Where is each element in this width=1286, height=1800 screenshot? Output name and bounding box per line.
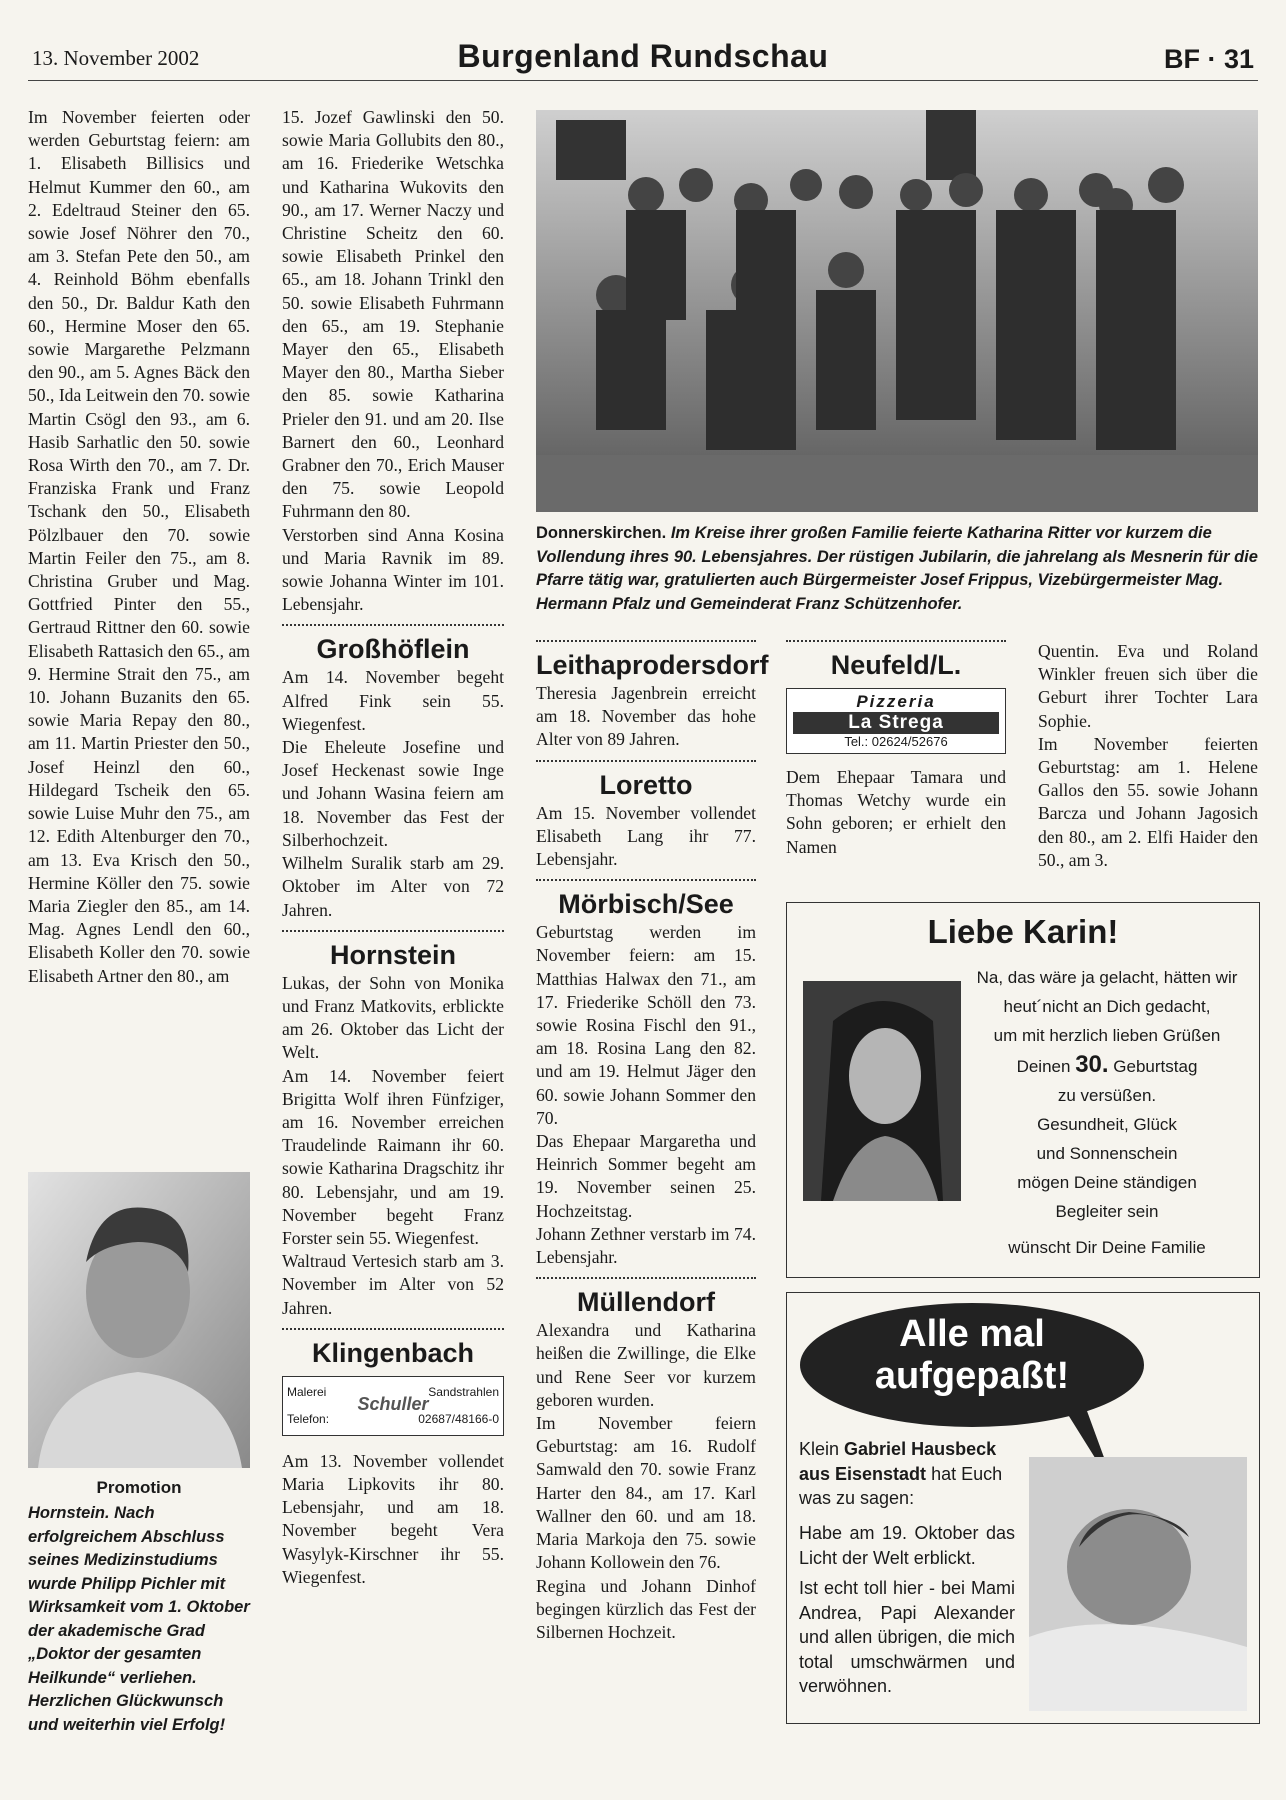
paragraph: Geburtstag werden im November feiern: am 15. Matthias Halwax den 71., am 17. Friederike Schöll den 73. sowie Rosina Fischl den 91., am 18. Rosina Lang den 82. und am 19. Helmut Jäger den 60. sowie Johann Sommer den 70. — [536, 922, 756, 1128]
pizzeria-advert — [786, 688, 1006, 754]
column-2 — [282, 106, 504, 1589]
ad-phone: 02687/48166-0 — [418, 1411, 499, 1426]
promotion-portrait-photo — [28, 1172, 250, 1468]
greeting-poem — [967, 963, 1247, 1226]
paragraph: Waltraud Vertesich starb am 3. November im Alter von 52 Jahren. — [282, 1251, 504, 1318]
caption-place: Donnerskirchen. — [536, 524, 667, 542]
baby-town: aus Eisenstadt — [799, 1463, 927, 1484]
section-divider — [282, 930, 504, 932]
baby-photo — [1029, 1457, 1247, 1711]
baby-line: was zu sagen: — [799, 1488, 915, 1508]
speech-bubble-text — [817, 1313, 1127, 1397]
heading-loretto: Loretto — [599, 769, 693, 800]
ad-brand: La Strega — [793, 712, 999, 734]
heading-neufeld: Neufeld/L. — [830, 650, 962, 680]
paragraph: Johann Zethner verstarb im 74. Lebensjahr. — [536, 1223, 756, 1268]
section-divider — [786, 640, 1006, 642]
poem-line: Begleiter sein — [1055, 1202, 1159, 1221]
baby-intro — [799, 1437, 1019, 1511]
heading-klingenbach: Klingenbach — [311, 1337, 474, 1368]
paragraph: Am 14. November begeht Alfred Fink sein 55. Wiegenfest. — [282, 667, 504, 734]
heading-hornstein: Hornstein — [329, 939, 456, 970]
group-photo-icon — [536, 110, 1258, 512]
greeting-box-baby — [786, 1292, 1260, 1724]
column-5 — [1038, 640, 1258, 872]
poem-line: mögen Deine ständigen — [1017, 1173, 1197, 1192]
heading-leithaprodersdorf: Leithaprodersdorf — [536, 650, 769, 680]
heading-grosshoeflein: Großhöflein — [316, 634, 470, 665]
photo-caption — [536, 522, 1258, 616]
poem-line: um mit herzlich lieben Grüßen — [993, 1026, 1221, 1045]
paragraph: Alexandra und Katharina heißen die Zwillinge, die Elke und Rene Seer vor kurzem geboren wurden. — [536, 1320, 756, 1410]
portrait-icon — [803, 981, 961, 1201]
poem-line: und Sonnenschein — [1036, 1144, 1178, 1163]
section-divider — [282, 1328, 504, 1330]
poem-line: zu versüßen. — [1057, 1086, 1157, 1105]
schuller-advert — [282, 1376, 504, 1436]
baby-word: hat Euch — [931, 1463, 1003, 1484]
section-divider — [536, 879, 756, 881]
paragraph: Im November feierten Geburtstag: am 1. Helene Gallos den 55. sowie Johann Barcza und Johann Jagosich den 80., am 2. Elfi Haider den 50., am 3. — [1038, 733, 1258, 870]
baby-name: Gabriel Hausbeck — [844, 1439, 997, 1459]
paragraph: Am 15. November vollendet Elisabeth Lang ihr 77. Lebensjahr. — [536, 802, 756, 870]
page-number: BF · 31 — [1163, 44, 1254, 74]
birthday-list-text: Im November feierten oder werden Geburtstag feiern: am 1. Elisabeth Billisics und Helmut Kummer den 60., am 2. Edeltraud Steiner den 65. sowie Josef Nöhrer den 70., am 3. Stefan Pete den 50., am 4. Reinhold Böhm ebenfalls den 50., Dr. Baldur Kath den 60., Hermine Moser den 65. sowie Margarethe Pelzmann den 90., am 5. Agnes Bäck den 50., Ida Leitwein den 70. sowie Martin Csögl den 93., am 6. Hasib Sarhatlic den 50. sowie Rosa Wirth den 70., am 7. Dr. Franziska Frank und Franz Tschank den 50., Elisabeth Pölzlbauer den 70. sowie Martin Feiler den 75., am 8. Christina Gruber und Mag. Gottfried Pinter den 55., Gertraud Rittner den 60. sowie Elisabeth Rattasich den 65., am 9. Hermine Strait den 75., am 10. Johann Buzanits den 65. sowie Maria Repay den 80., am 11. Martin Priester den 50., Josef Heinzl den 60., Hildegard Tscheik den 65. sowie Luise Muhr den 75., am 12. Edith Altenburger den 70., am 13. Eva Krisch den 50., Hermine Köller den 75. sowie Maria Ziegler den 85., am 14. Mag. Agnes Lendl den 60., Elisabeth Koller den 70. sowie Elisabeth Artner den 80., am — [28, 107, 250, 986]
baby-line — [799, 1462, 1019, 1487]
paragraph: Die Eheleute Josefine und Josef Heckenast sowie Inge und Johann Wasina feiern am 18. November das Fest der Silberhochzeit. — [282, 737, 504, 850]
baby-line — [799, 1437, 1019, 1462]
heading-muellendorf: Müllendorf — [577, 1287, 715, 1318]
caption-text: Im Kreise ihrer großen Familie feierte Katharina Ritter vor kurzem die Vollendung ihres 90. Lebensjahres. Der rüstigen Jubilarin, die jahrelang als Mesnerin für die Pfarre tätig war, gratulierten auch Bürgermeister Josef Frippus, Vizebürgermeister Mag. Hermann Pfalz und Gemeinderat Franz Schützenhofer. — [536, 524, 1258, 613]
heading-moerbisch: Mörbisch/See — [558, 889, 734, 920]
ad-label: Telefon: — [287, 1411, 330, 1426]
poem-word: Deinen — [1016, 1057, 1071, 1076]
paragraph: Regina und Johann Dinhof begingen kürzlich das Fest der Silbernen Hochzeit. — [536, 1575, 756, 1642]
ad-label: Malerei — [287, 1384, 327, 1399]
section-divider — [536, 760, 756, 762]
ad-phone: Tel.: 02624/52676 — [844, 734, 948, 749]
obituary-text: Verstorben sind Anna Kosina und Maria Ravnik im 89. sowie Johanna Winter im 101. Lebensjahr. — [282, 524, 504, 615]
section-divider — [282, 624, 504, 626]
poem-word: Geburtstag — [1113, 1057, 1198, 1076]
paragraph: Quentin. Eva und Roland Winkler freuen sich über die Geburt ihrer Tochter Lara Sophie. — [1038, 641, 1258, 731]
paragraph: Dem Ehepaar Tamara und Thomas Wetchy wurde ein Sohn geboren; er erhielt den Namen — [786, 767, 1006, 857]
greeting-signature: wünscht Dir Deine Familie — [1008, 1238, 1206, 1257]
column-3 — [536, 640, 769, 1644]
paragraph: Am 14. November feiert Brigitta Wolf ihren Fünfziger, am 16. November erreichen Traudelinde Raimann ihr 60. sowie Katharina Dragschitz ihr 80. Lebensjahr, und am 19. November begeht Franz Forster sein 55. Wiegenfest. — [282, 1065, 504, 1248]
poem-line: Gesundheit, Glück — [1037, 1115, 1177, 1134]
family-group-photo — [536, 110, 1258, 512]
ad-brand: Schuller — [357, 1393, 429, 1414]
ad-label: Sandstrahlen — [428, 1384, 499, 1399]
paragraph: Im November feiern Geburtstag: am 16. Rudolf Samwald den 70. sowie Franz Harter den 84., am 17. Karl Wallner den 60. und am 18. Maria Markoja den 75. sowie Johann Kollowein den 76. — [536, 1413, 756, 1573]
ad-line: Pizzeria — [856, 692, 936, 711]
greeting-box-karin — [786, 902, 1260, 1278]
baby-paragraph: Habe am 19. Oktober das Licht der Welt erblickt. — [799, 1523, 1015, 1568]
column-1 — [28, 106, 250, 988]
karin-portrait-photo — [803, 981, 961, 1201]
baby-word: Klein — [799, 1439, 840, 1459]
poem-line — [967, 1050, 1247, 1081]
poem-line: heut´nicht an Dich gedacht, — [1003, 997, 1211, 1016]
newspaper-title: Burgenland Rundschau — [457, 38, 829, 74]
bubble-line: aufgepaßt! — [874, 1355, 1070, 1397]
promotion-caption: Hornstein. Nach erfolgreichem Abschluss seines Medizinstudiums wurde Philipp Pichler mit Wirksamkeit vom 1. Oktober der akademische Grad „Doktor der gesamten Heilkunde“ verliehen. Herzlichen Glückwunsch und weiterhin viel Erfolg! — [28, 1504, 250, 1734]
paragraph: Das Ehepaar Margaretha und Heinrich Sommer begeht am 19. November seinen 25. Hochzeitstag. — [536, 1131, 756, 1221]
paragraph: Wilhelm Suralik starb am 29. Oktober im Alter von 72 Jahren. — [282, 853, 504, 920]
section-divider — [536, 640, 756, 642]
poem-age: 30. — [1075, 1051, 1109, 1078]
column-4 — [786, 640, 1006, 859]
bubble-line: Alle mal — [899, 1313, 1045, 1355]
promotion-title: Promotion — [96, 1478, 182, 1497]
paragraph: Lukas, der Sohn von Monika und Franz Matkovits, erblickte am 26. Oktober das Licht der Welt. — [282, 972, 504, 1063]
header-rule — [28, 80, 1258, 81]
issue-date: 13. November 2002 — [32, 46, 200, 70]
section-divider — [536, 1277, 756, 1279]
paragraph: Theresia Jagenbrein erreicht am 18. November das hohe Alter von 89 Jahren. — [536, 683, 756, 750]
baby-icon — [1029, 1457, 1247, 1711]
portrait-icon — [28, 1172, 250, 1468]
birthday-list-continued: 15. Jozef Gawlinski den 50. sowie Maria Gollubits den 80., am 16. Friederike Wetschka und Katharina Wukovits den 90., am 17. Werner Naczy und Christine Scheitz den 60. sowie Elisabeth Prinkel den 65., am 18. Johann Trinkl den 50. sowie Elisabeth Fuhrmann den 65., am 19. Stephanie Mayer den 65., Elisabeth Mayer den 80., Martha Sieber den 85. sowie Katharina Prieler den 91. und am 20. Ilse Barnert den 60., Leonhard Grabner den 70., Erich Mauser den 75. sowie Leopold Fuhrmann den 80. — [282, 107, 504, 522]
baby-paragraph: Ist echt toll hier - bei Mami Andrea, Papi Alexander und allen übrigen, die mich total umschwärmen und verwöhnen. — [799, 1578, 1015, 1696]
poem-line: Na, das wäre ja gelacht, hätten wir — [976, 968, 1238, 987]
baby-message — [799, 1521, 1015, 1699]
greeting-title: Liebe Karin! — [927, 913, 1119, 950]
paragraph: Am 13. November vollendet Maria Lipkovits ihr 80. Lebensjahr, und am 18. November begeht Vera Wasylyk-Kirschner ihr 55. Wiegenfest. — [282, 1450, 504, 1587]
